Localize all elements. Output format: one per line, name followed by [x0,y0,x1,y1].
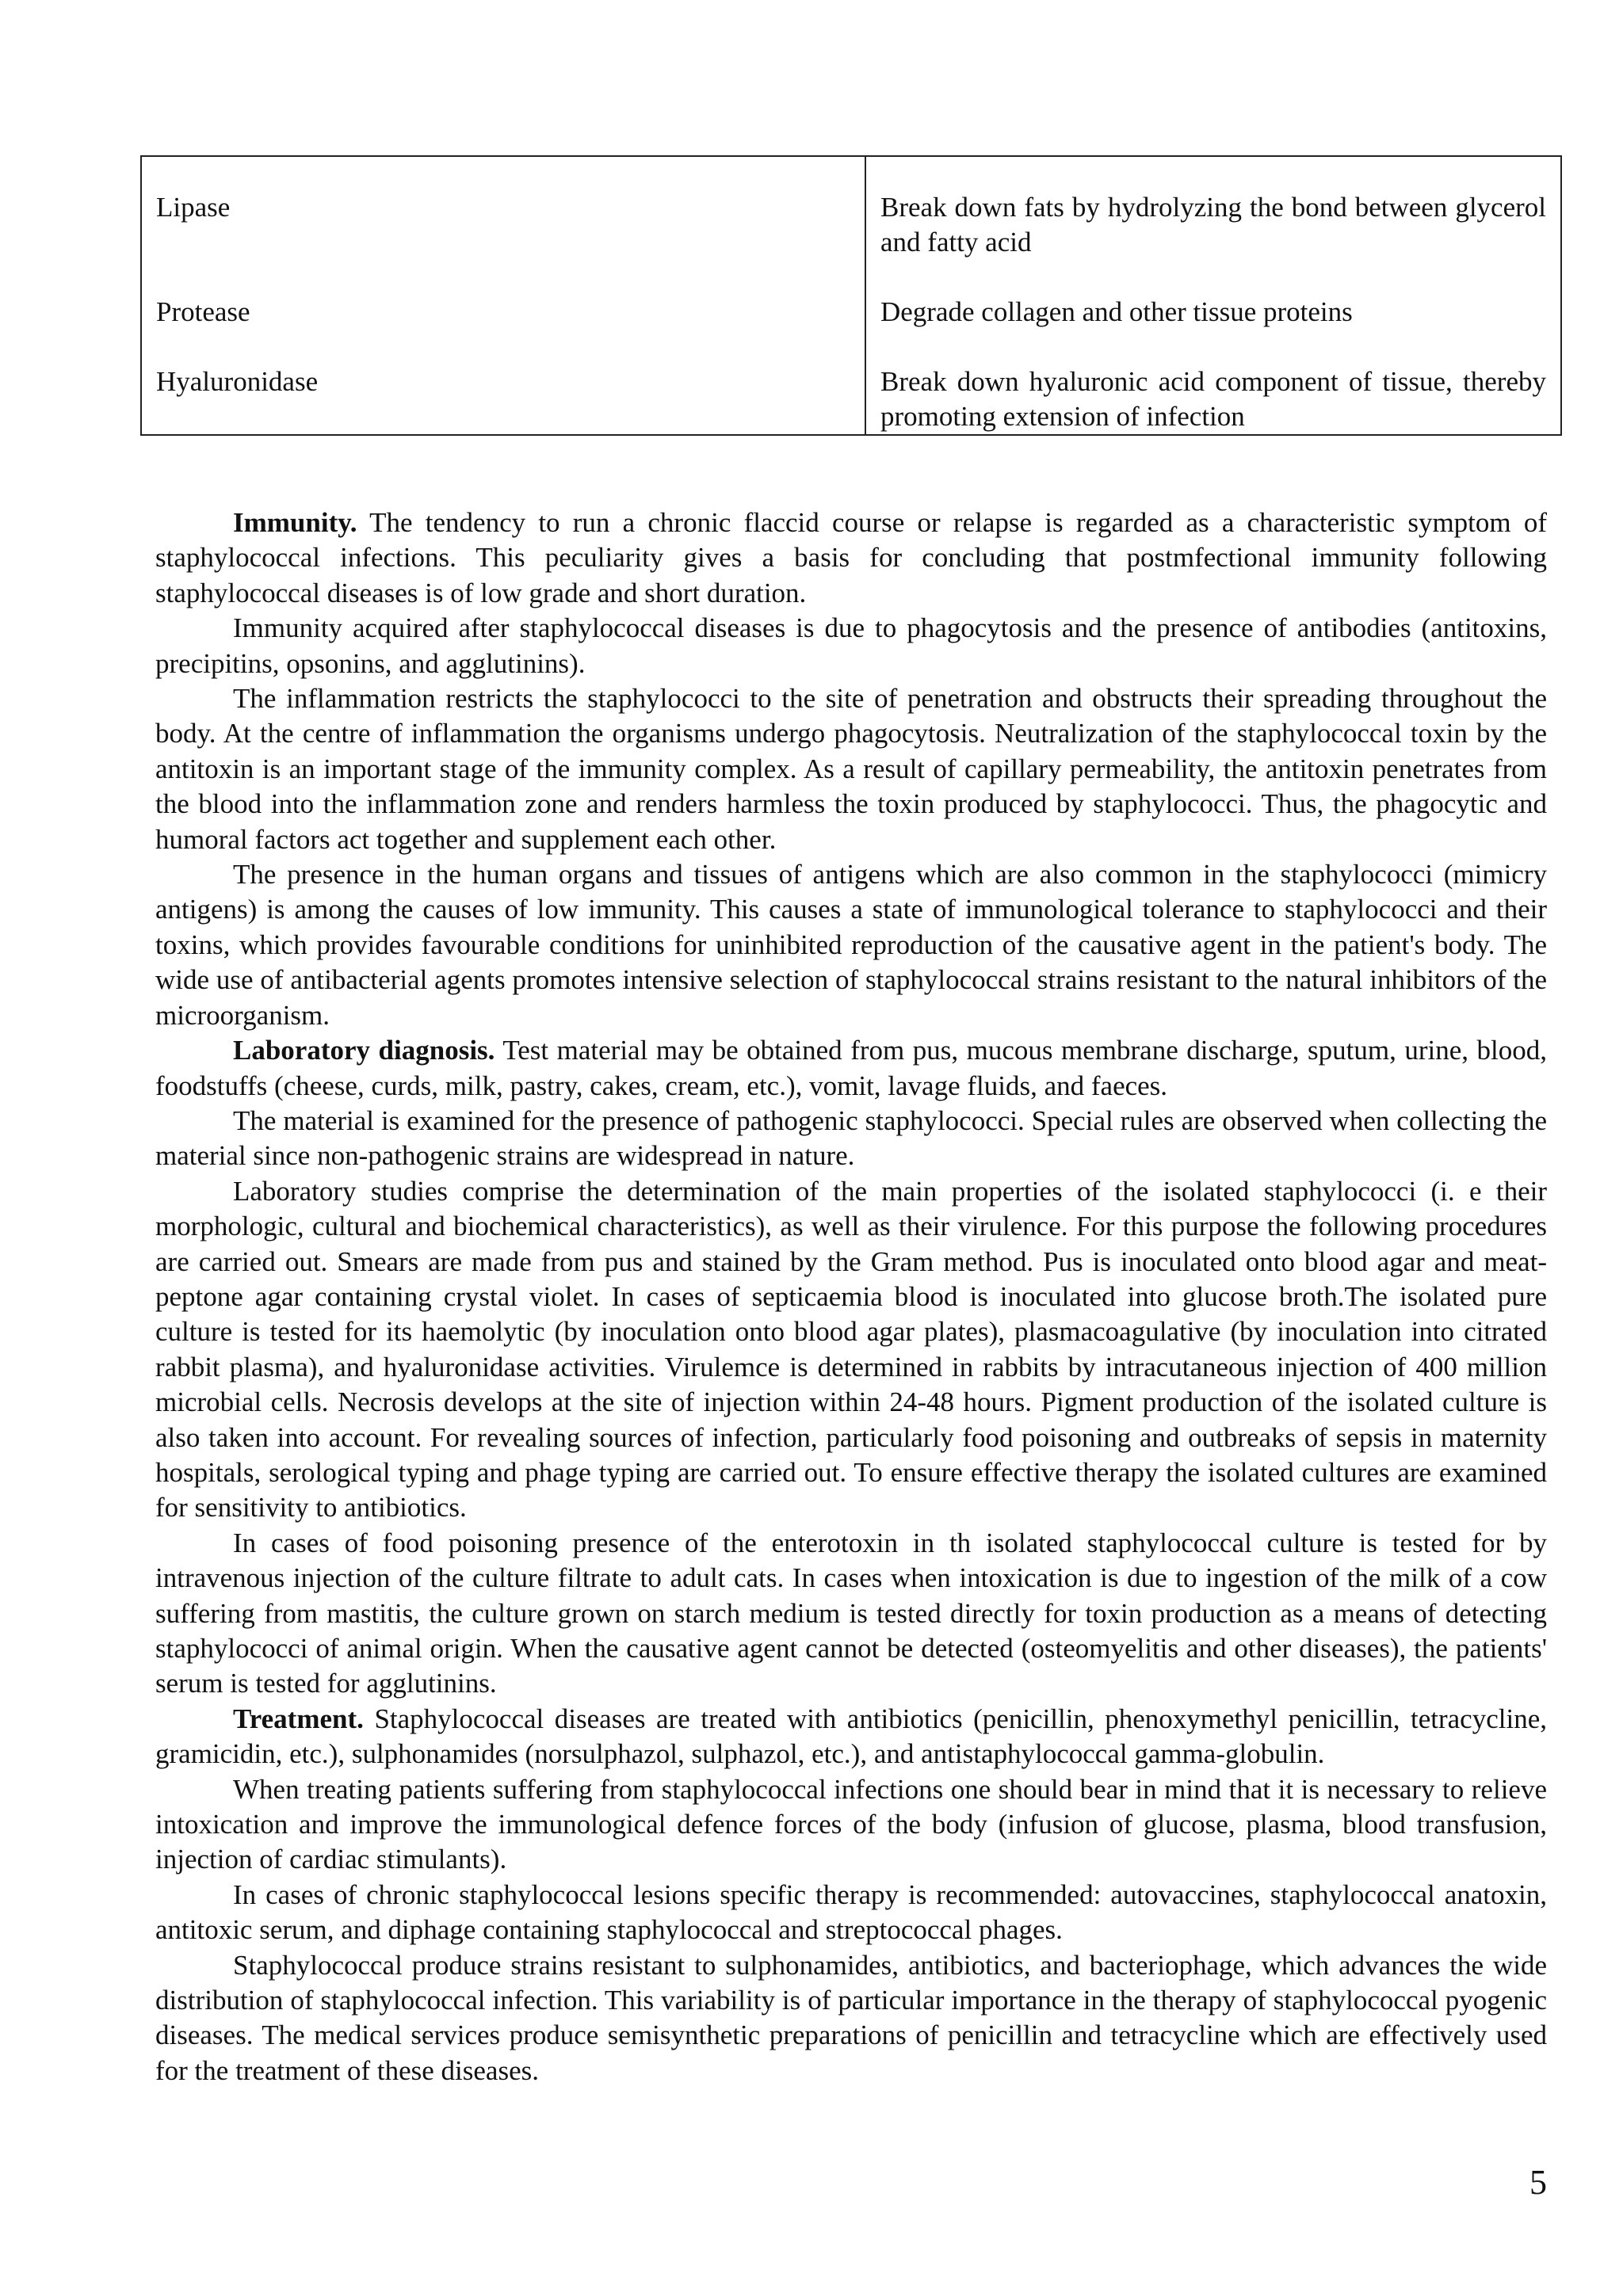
enzyme-name: Hyaluronidase [141,364,865,435]
paragraph [155,1104,1547,1174]
paragraph-laboratory-diagnosis [155,1033,1547,1104]
paragraph-text: Staphylococcal diseases are treated with antibiotics (penicillin, phenoxymethyl penicillin, tetracycline, gramicidin, etc.), sulphonamides (norsulphazol, sulphazol, etc.), and antistaphylococcal gamma-globulin. [155,1703,1547,1770]
paragraph-text: The material is examined for the presence of pathogenic staphylococci. Special rules are observed when collecting the material since non-pathogenic strains are widespread in nature. [155,1104,1547,1172]
paragraph-text: Immunity acquired after staphylococcal diseases is due to phagocytosis and the presence of antibodies (antitoxins, precipitins, opsonins, and agglutinins). [155,612,1547,679]
section-heading: Treatment. [233,1703,364,1734]
enzyme-name: Protease [141,295,865,364]
paragraph [155,1174,1547,1526]
paragraph-treatment [155,1702,1547,1772]
section-heading: Immunity. [233,507,357,538]
section-heading: Laboratory diagnosis. [233,1035,495,1066]
table-row [141,295,1561,364]
paragraph-text: Staphylococcal produce strains resistant to sulphonamides, antibiotics, and bacteriophage, which advances the wide distribution of staphylococcal infection. This variability is of particular importance in the therapy of staphylococcal pyogenic diseases. The medical services produce semisynthetic preparations of penicillin and tetracycline which are effectively used for the treatment of these diseases. [155,1949,1547,2086]
page-number: 5 [1529,2163,1547,2202]
paragraph [155,1772,1547,1878]
paragraph-text: Test material may be obtained from pus, mucous membrane discharge, sputum, urine, blood, foodstuffs (cheese, curds, milk, pastry, cakes, cream, etc.), vomit, lavage fluids, and faeces. [155,1035,1548,1101]
enzyme-description: Break down fats by hydrolyzing the bond between glycerol and fatty acid [880,192,1546,257]
enzyme-description: Break down hyaluronic acid component of tissue, thereby promoting extension of infection [880,366,1546,432]
paragraph-text: In cases of chronic staphylococcal lesions specific therapy is recommended: autovaccines, staphylococcal anatoxin, antitoxic serum, and diphage containing staphylococcal and streptococcal phages. [155,1878,1547,1946]
paragraph-text: When treating patients suffering from staphylococcal infections one should bear in mind that it is necessary to relieve intoxication and improve the immunological defence forces of the body (infusion of glucose, plasma, blood transfusion, injection of cardiac stimulants). [155,1773,1547,1875]
enzyme-table [140,155,1562,436]
enzyme-description: Degrade collagen and other tissue proteins [880,296,1353,327]
table-row [141,156,1561,295]
paragraph [155,1948,1547,2089]
paragraph [155,857,1547,1033]
body-text [155,505,1547,2088]
paragraph [155,611,1547,681]
paragraph-immunity [155,505,1547,611]
paragraph-text: In cases of food poisoning presence of the enterotoxin in th isolated staphylococcal culture is tested for by intravenous injection of the culture filtrate to adult cats. In cases when intoxication is due to ingestion of the milk of a cow suffering from mastitis, the culture grown on starch medium is tested directly for toxin production as a means of detecting staphylococci of animal origin. When the causative agent cannot be detected (osteomyelitis and other diseases), the patients' serum is tested for agglutinins. [155,1527,1547,1699]
paragraph-text: The tendency to run a chronic flaccid course or relapse is regarded as a characteristic symptom of staphylococcal infections. This peculiarity gives a basis for concluding that postmfectional immunity following staphylococcal diseases is of low grade and short duration. [155,507,1547,608]
paragraph-text: The inflammation restricts the staphylococci to the site of penetration and obstructs their spreading throughout the body. At the centre of inflammation the organisms undergo phagocytosis. Neutralization of the staphylococcal toxin by the antitoxin is an important stage of the immunity complex. As a result of capillary permeability, the antitoxin penetrates from the blood into the inflammation zone and renders harmless the toxin produced by staphylococci. Thus, the phagocytic and humoral factors act together and supplement each other. [155,683,1547,855]
paragraph [155,1878,1547,1948]
table-row [141,364,1561,435]
enzyme-name: Lipase [141,156,865,295]
paragraph-text: Laboratory studies comprise the determination of the main properties of the isolated staphylococci (i. e their morphologic, cultural and biochemical characteristics), as well as their virulence. For this purpose the following procedures are carried out. Smears are made from pus and stained by the Gram method. Pus is inoculated onto blood agar and meat-peptone agar containing crystal violet. In cases of septicaemia blood is inoculated into glucose broth.The isolated pure culture is tested for its haemolytic (by inoculation onto blood agar plates), plasmacoagulative (by inoculation into citrated rabbit plasma), and hyaluronidase activities. Virulemce is determined in rabbits by intracutaneous injection of 400 million microbial cells. Necrosis develops at the site of injection within 24-48 hours. Pigment production of the isolated culture is also taken into account. For revealing sources of infection, particularly food poisoning and outbreaks of sepsis in maternity hospitals, serological typing and phage typing are carried out. To ensure effective therapy the isolated cultures are examined for sensitivity to antibiotics. [155,1175,1547,1524]
paragraph [155,681,1547,857]
paragraph [155,1526,1547,1702]
paragraph-text: The presence in the human organs and tissues of antigens which are also common in the staphylococci (mimicry antigens) is among the causes of low immunity. This causes a state of immunological tolerance to staphylococci and their toxins, which provides favourable conditions for uninhibited reproduction of the causative agent in the patient's body. The wide use of antibacterial agents promotes intensive selection of staphylococcal strains resistant to the natural inhibitors of the microorganism. [155,859,1547,1031]
